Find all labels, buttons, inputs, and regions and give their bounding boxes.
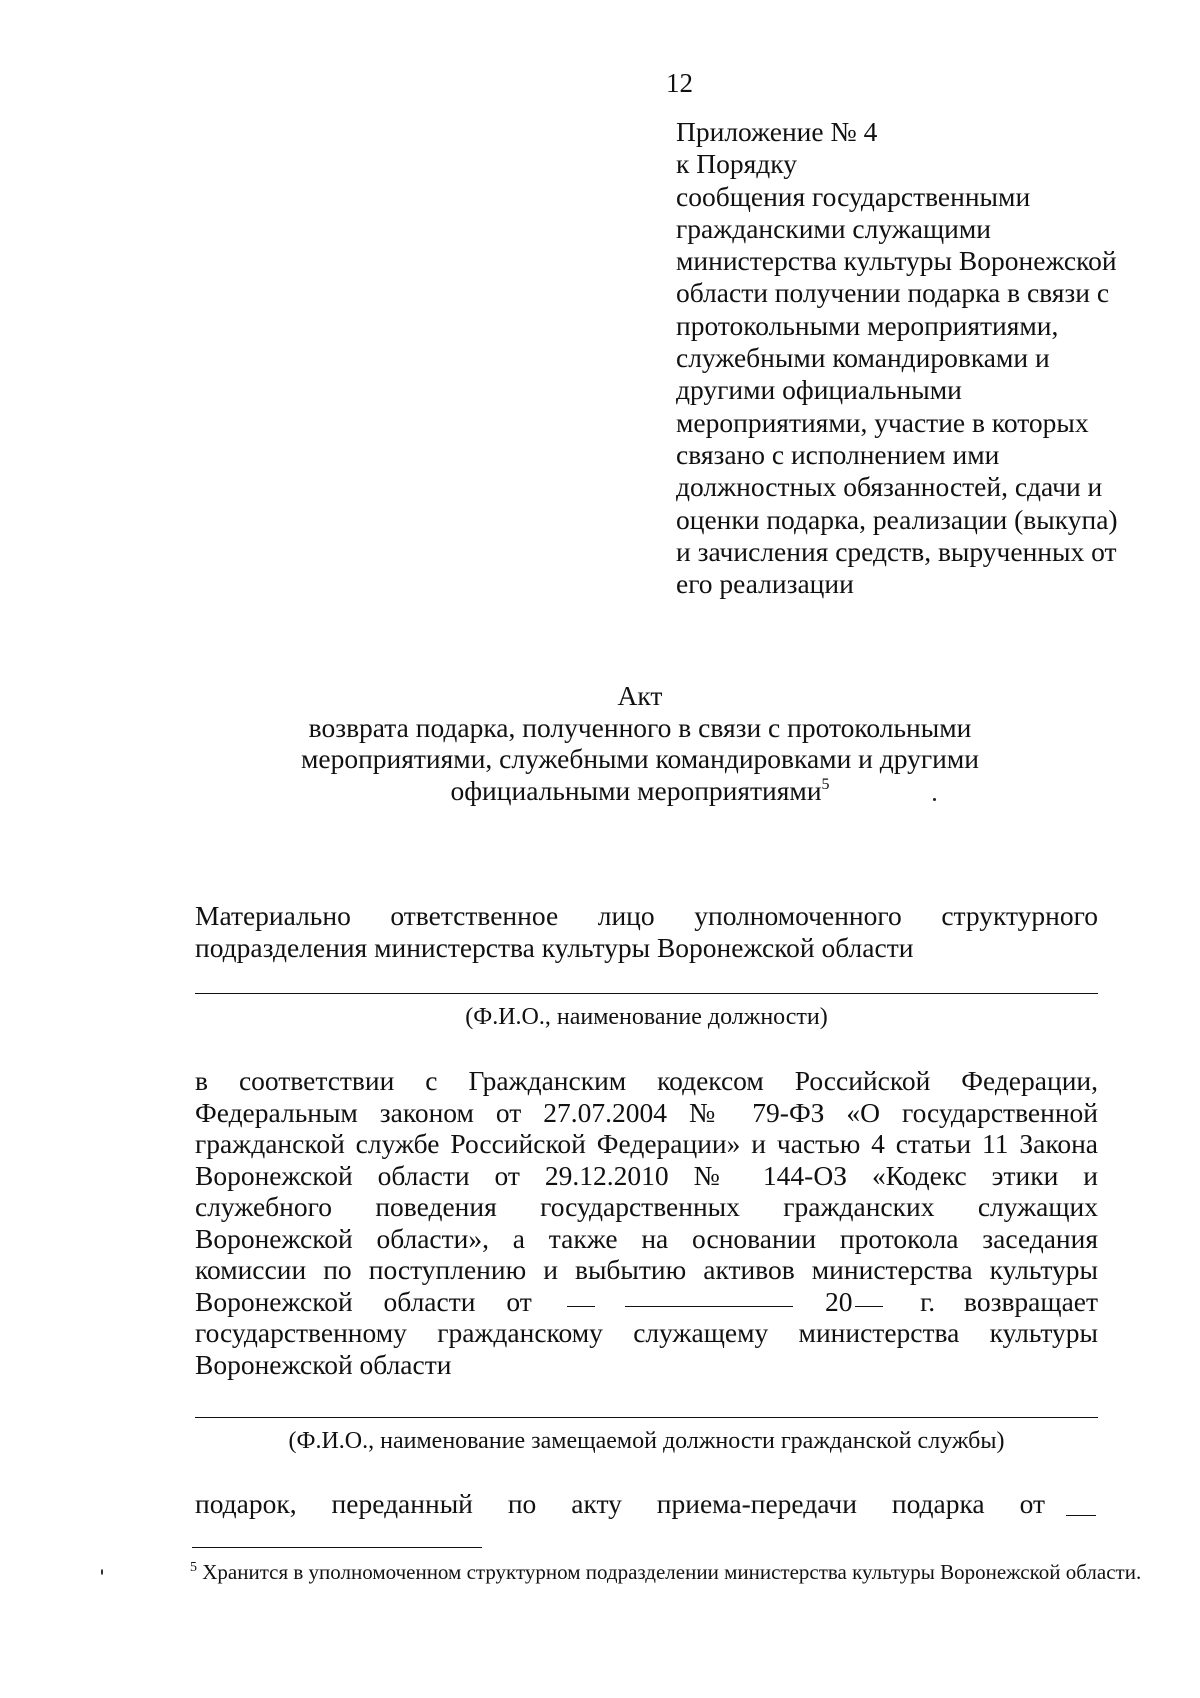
paragraph-line: подарок, переданный по акту приема-передачи подарка от bbox=[195, 1488, 1045, 1519]
act-title: Акт bbox=[617, 680, 663, 711]
act-subtitle-text: официальными мероприятиями bbox=[450, 774, 822, 806]
footnote-marker: 5 bbox=[190, 1560, 197, 1575]
paragraph-line: в соответствии с Гражданским кодексом Российской Федерации, bbox=[195, 1065, 1098, 1096]
footnote-separator bbox=[192, 1547, 482, 1548]
footnote-text: Хранится в уполномоченном структурном подразделении министерства культуры Воронежской области. bbox=[202, 1560, 1142, 1584]
act-title-block bbox=[250, 680, 1030, 806]
paragraph-line: гражданской службе Российской Федерации» и частью 4 статьи 11 Закона bbox=[195, 1128, 1098, 1159]
year-prefix: 20 bbox=[825, 1285, 853, 1317]
date-line-start: Воронежской области от bbox=[195, 1285, 532, 1317]
gift-transfer-paragraph bbox=[195, 1488, 1045, 1520]
appendix-line: его реализации bbox=[676, 568, 854, 600]
appendix-line: министерства культуры Воронежской bbox=[676, 245, 1117, 277]
responsible-person-paragraph bbox=[195, 900, 1098, 963]
scan-speck bbox=[933, 798, 936, 801]
appendix-line: к Порядку bbox=[676, 148, 797, 180]
paragraph-line: Воронежской области bbox=[195, 1348, 452, 1380]
scan-speck bbox=[101, 1569, 103, 1575]
fill-in-line bbox=[195, 993, 1098, 994]
appendix-line: должностных обязанностей, сдачи и bbox=[676, 471, 1103, 503]
act-subtitle-line: возврата подарка, полученного в связи с протокольными bbox=[308, 711, 972, 743]
paragraph-line: Воронежской области», а также на основании протокола заседания bbox=[195, 1222, 1098, 1254]
act-subtitle-line bbox=[250, 775, 1030, 807]
paragraph-line: Воронежской области от 29.12.2010 № 144-ОЗ «Кодекс этики и bbox=[195, 1159, 1098, 1191]
appendix-line: и зачисления средств, вырученных от bbox=[676, 535, 1117, 567]
paragraph-line: служебного поведения государственных гражданских служащих bbox=[195, 1191, 1098, 1222]
month-blank bbox=[625, 1286, 793, 1307]
act-subtitle-line: мероприятиями, служебными командировками и другими bbox=[300, 743, 980, 774]
footnote-reference: 5 bbox=[821, 775, 830, 793]
year-blank bbox=[855, 1286, 883, 1307]
fill-in-caption: (Ф.И.О., наименование должности) bbox=[465, 1004, 828, 1030]
day-blank bbox=[567, 1286, 595, 1307]
paragraph-line: Федеральным законом от 27.07.2004 № 79-ФЗ «О государственной bbox=[195, 1096, 1098, 1128]
date-line-end: г. возвращает bbox=[920, 1285, 1098, 1317]
paragraph-line-date bbox=[195, 1286, 1098, 1318]
paragraph-line: Материально ответственное лицо уполномоченного структурного bbox=[195, 900, 1098, 931]
fill-in-line bbox=[195, 1417, 1098, 1418]
appendix-line: области получении подарка в связи с bbox=[676, 277, 1110, 309]
appendix-line: другими официальными bbox=[676, 374, 962, 406]
appendix-line: служебными командировками и bbox=[676, 342, 1050, 374]
appendix-line: оценки подарка, реализации (выкупа) bbox=[676, 503, 1118, 535]
appendix-line: связано с исполнением ими bbox=[676, 438, 1000, 470]
legal-basis-paragraph bbox=[195, 1065, 1098, 1380]
appendix-line: Приложение № 4 bbox=[676, 116, 878, 147]
paragraph-line: подразделения министерства культуры Воронежской области bbox=[195, 931, 914, 963]
paragraph-line: государственному гражданскому служащему министерства культуры bbox=[195, 1317, 1098, 1348]
paragraph-line: комиссии по поступлению и выбытию активов министерства культуры bbox=[195, 1254, 1098, 1285]
appendix-line: сообщения государственными bbox=[676, 180, 1031, 212]
day-blank bbox=[1066, 1515, 1096, 1516]
footnote bbox=[190, 1560, 1141, 1585]
appendix-line: протокольными мероприятиями, bbox=[676, 309, 1059, 341]
appendix-header bbox=[676, 116, 1156, 600]
appendix-line: гражданскими служащими bbox=[676, 212, 991, 244]
appendix-line: мероприятиями, участие в которых bbox=[676, 406, 1089, 438]
page-number: 12 bbox=[666, 68, 693, 98]
fill-in-caption: (Ф.И.О., наименование замещаемой должности гражданской службы) bbox=[288, 1428, 1005, 1454]
